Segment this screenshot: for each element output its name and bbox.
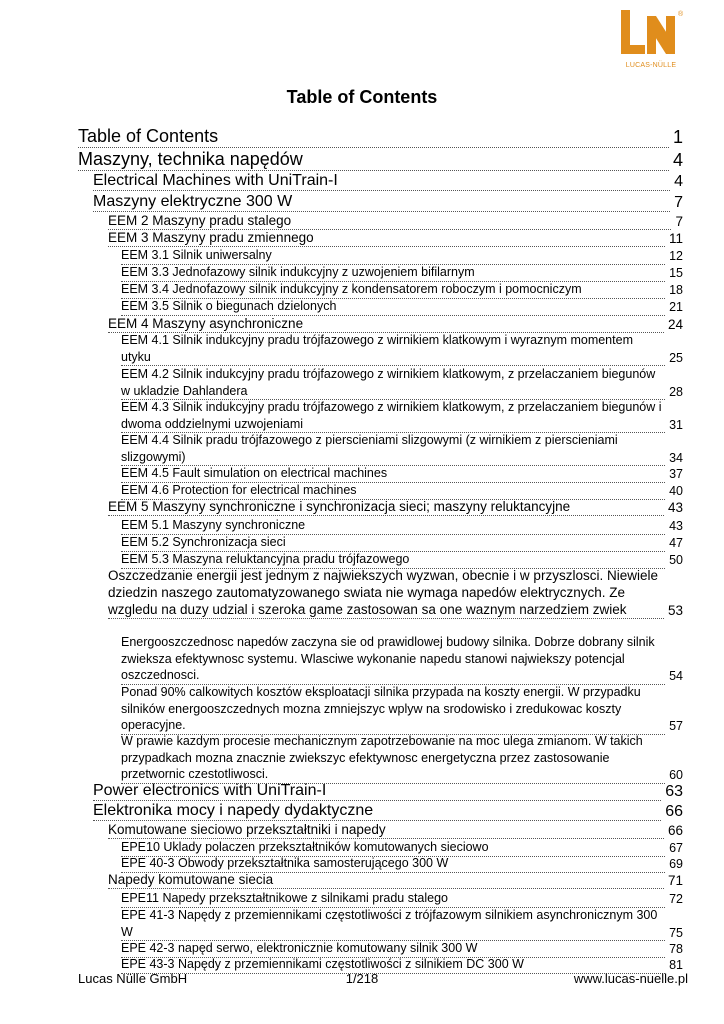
toc-entry[interactable]	[121, 855, 683, 873]
toc-entry-title: Ponad 90% calkowitych kosztów eksploatacji silnika przypada na koszty energii. W przypadku silników energooszczednych mozna zmniejszyc wplyw na srodowisko i zredukowac koszty operacyjne.	[121, 684, 665, 735]
toc-entry-title: EEM 5 Maszyny synchroniczne i synchronizacja sieci; maszyny reluktancyjne	[108, 498, 664, 516]
toc-entry-title: Napedy komutowane siecia	[108, 871, 664, 889]
toc-entry-title: EEM 4 Maszyny asynchroniczne	[108, 315, 664, 333]
toc-entry[interactable]	[108, 315, 683, 333]
toc-entry-page: 72	[669, 892, 683, 906]
toc-entry-page: 7	[674, 194, 683, 211]
toc-entry-title: EEM 5.1 Maszyny synchroniczne	[121, 517, 665, 535]
toc-entry[interactable]	[121, 890, 683, 908]
toc-entry[interactable]	[121, 264, 683, 282]
footer-page-number: 1/218	[345, 971, 379, 986]
toc-entry[interactable]	[121, 634, 683, 685]
toc-entry-title: Electrical Machines with UniTrain-I	[93, 171, 670, 191]
toc-entry-title: EEM 2 Maszyny pradu stalego	[108, 212, 671, 230]
toc-entry-title: EPE11 Napedy przekształtnikowe z silnikami pradu stalego	[121, 890, 665, 908]
toc-entry[interactable]	[121, 298, 683, 316]
toc-entry-title: Komutowane sieciowo przekształtniki i napedy	[108, 821, 664, 839]
toc-entry-page: 69	[669, 857, 683, 871]
toc-entry-title: W prawie kazdym procesie mechanicznym zapotrzebowanie na moc ulega zmianom. W takich przypadkach mozna znacznie zwiekszyc efektywnosc energetyczna przez zastosowanie przetwornic czestotliwosci.	[121, 733, 665, 784]
toc-entry[interactable]	[121, 534, 683, 552]
toc-entry-page: 37	[669, 467, 683, 481]
toc-entry-title: Energooszczednosc napedów zaczyna sie od prawidlowej budowy silnika. Dobrze dobrany silnik zwieksza efektywnosc systemu. Wlasciwe wykonanie napedu stanowi najwiekszy potencjal oszczednosci.	[121, 634, 665, 685]
toc-entry-page: 4	[674, 173, 683, 190]
toc-entry-page: 47	[669, 536, 683, 550]
toc-entry-title: EEM 4.2 Silnik indukcyjny pradu trójfazowego z wirnikiem klatkowym, z przelaczaniem biegunów w ukladzie Dahlandera	[121, 366, 665, 400]
toc-entry[interactable]	[121, 907, 683, 941]
toc-entry[interactable]	[121, 247, 683, 265]
toc-entry[interactable]	[78, 126, 683, 148]
toc-entry-title: EEM 3.1 Silnik uniwersalny	[121, 247, 665, 265]
toc-entry-title: Elektronika mocy i napedy dydaktyczne	[93, 801, 661, 821]
toc-entry[interactable]	[121, 940, 683, 958]
toc-entry-page: 7	[675, 214, 683, 229]
toc-entry[interactable]	[93, 171, 683, 191]
toc-entry-title: EPE 43-3 Napędy z przemiennikami częstotliwości z silnikiem DC 300 W	[121, 956, 665, 974]
toc-entry-title: EEM 4.3 Silnik indukcyjny pradu trójfazowego z wirnikiem klatkowym, z przelaczaniem biegunów i dwoma oddzielnymi uzwojeniami	[121, 399, 665, 433]
toc-entry-page: 63	[665, 783, 683, 800]
toc-entry-title: EPE10 Uklady polaczen przekształtników komutowanych sieciowo	[121, 839, 665, 857]
logo-caption: LUCAS-NÜLLE	[625, 62, 677, 69]
toc-entry-title: EEM 3.4 Jednofazowy silnik indukcyjny z kondensatorem roboczym i pomocniczym	[121, 281, 665, 299]
toc-entry-title: Power electronics with UniTrain-I	[93, 781, 661, 801]
toc-entry[interactable]	[121, 366, 683, 400]
toc-entry-page: 57	[669, 719, 683, 733]
toc-entry[interactable]	[121, 465, 683, 483]
toc-entry-title: EEM 4.5 Fault simulation on electrical machines	[121, 465, 665, 483]
toc-entry-page: 1	[672, 127, 683, 147]
toc-entry[interactable]	[121, 733, 683, 784]
toc-entry-title: EEM 3.5 Silnik o biegunach dzielonych	[121, 298, 665, 316]
toc-entry-page: 78	[669, 942, 683, 956]
toc-entry-page: 60	[669, 768, 683, 782]
toc-entry-title: Maszyny, technika napędów	[78, 149, 669, 171]
toc-entry-page: 12	[669, 249, 683, 263]
toc-entry-title: EPE 41-3 Napędy z przemiennikami częstotliwości z trójfazowym silnikiem asynchronicznym 300 W	[121, 907, 665, 941]
toc-entry-page: 67	[669, 841, 683, 855]
toc-entry-title: EEM 3 Maszyny pradu zmiennego	[108, 229, 665, 247]
toc-entry[interactable]	[108, 229, 683, 247]
toc-entry-title: EPE 42-3 napęd serwo, elektronicznie komutowany silnik 300 W	[121, 940, 665, 958]
toc-entry-title: EEM 4.6 Protection for electrical machines	[121, 482, 665, 500]
toc-entry-title: EEM 4.4 Silnik pradu trójfazowego z pierscieniami slizgowymi (z wirnikiem z pierscieniami slizgowymi)	[121, 432, 665, 466]
toc-entry[interactable]	[78, 149, 683, 171]
toc-entry[interactable]	[108, 567, 683, 619]
toc-entry-page: 31	[669, 417, 683, 432]
toc-entry-page: 15	[669, 266, 683, 280]
registered-mark: ®	[678, 11, 684, 18]
toc-entry[interactable]	[108, 821, 683, 839]
toc-entry[interactable]	[108, 212, 683, 230]
toc-entry[interactable]	[93, 192, 683, 212]
toc-entry-page: 43	[669, 519, 683, 533]
toc-entry-page: 11	[668, 231, 683, 246]
toc-entry-page: 34	[669, 450, 683, 465]
footer-website[interactable]: www.lucas-nuelle.pl	[573, 971, 688, 986]
toc-entry-title: Oszczedzanie energii jest jednym z najwiekszych wyzwan, obecnie i w przyszlosci. Niewiele dziedzin naszego zautomatyzowanego swiata nie wymaga napedów elektrycznych. Ze wzgledu na duzy udzial i szeroka game zastosowan sa one waznym narzedziem zwiek	[108, 567, 664, 619]
toc-entry[interactable]	[108, 871, 683, 889]
toc-entry-page: 28	[669, 384, 683, 399]
toc-entry[interactable]	[121, 332, 683, 366]
toc-entry[interactable]	[121, 517, 683, 535]
toc-entry-title: EEM 4.1 Silnik indukcyjny pradu trójfazowego z wirnikiem klatkowym i wyraznym momentem utyku	[121, 332, 665, 366]
footer-company: Lucas Nülle GmbH	[78, 971, 188, 986]
page-title: Table of Contents	[286, 87, 438, 107]
toc-entry[interactable]	[121, 551, 683, 569]
toc-entry-page: 71	[667, 873, 683, 888]
toc-entry-page: 75	[669, 925, 683, 940]
toc-entry-page: 21	[669, 300, 683, 314]
toc-entry-page: 50	[669, 553, 683, 567]
ln-logo-icon	[617, 8, 685, 64]
toc-entry-title: EEM 5.2 Synchronizacja sieci	[121, 534, 665, 552]
toc-entry-page: 24	[667, 317, 683, 332]
toc-entry-title: Table of Contents	[78, 126, 669, 148]
toc-entry-title: Maszyny elektryczne 300 W	[93, 192, 670, 212]
toc-entry-page: 66	[665, 803, 683, 820]
toc-entry-page: 54	[669, 669, 683, 683]
toc-entry-title: EEM 3.3 Jednofazowy silnik indukcyjny z uzwojeniem bifilarnym	[121, 264, 665, 282]
toc-entry-page: 40	[669, 484, 683, 498]
toc-entry-title: EEM 5.3 Maszyna reluktancyjna pradu trójfazowego	[121, 551, 665, 569]
toc-entry-page: 53	[667, 603, 683, 618]
toc-entry[interactable]	[108, 498, 683, 516]
toc-entry[interactable]	[93, 801, 683, 821]
toc-entry[interactable]	[121, 281, 683, 299]
toc-entry-page: 81	[669, 958, 683, 972]
toc-entry[interactable]	[121, 684, 683, 735]
toc-entry[interactable]	[121, 399, 683, 433]
toc-entry-page: 66	[667, 823, 683, 838]
toc-entry[interactable]	[121, 839, 683, 857]
toc-entry[interactable]	[121, 432, 683, 466]
toc-entry[interactable]	[93, 781, 683, 801]
toc-entry-page: 43	[667, 500, 683, 515]
toc-entry-title: EPE 40-3 Obwody przekształtnika samosterującego 300 W	[121, 855, 665, 873]
toc-entry-page: 18	[669, 283, 683, 297]
toc-entry-page: 4	[672, 150, 683, 170]
toc-entry[interactable]	[121, 482, 683, 500]
toc-entry-page: 25	[669, 350, 683, 365]
